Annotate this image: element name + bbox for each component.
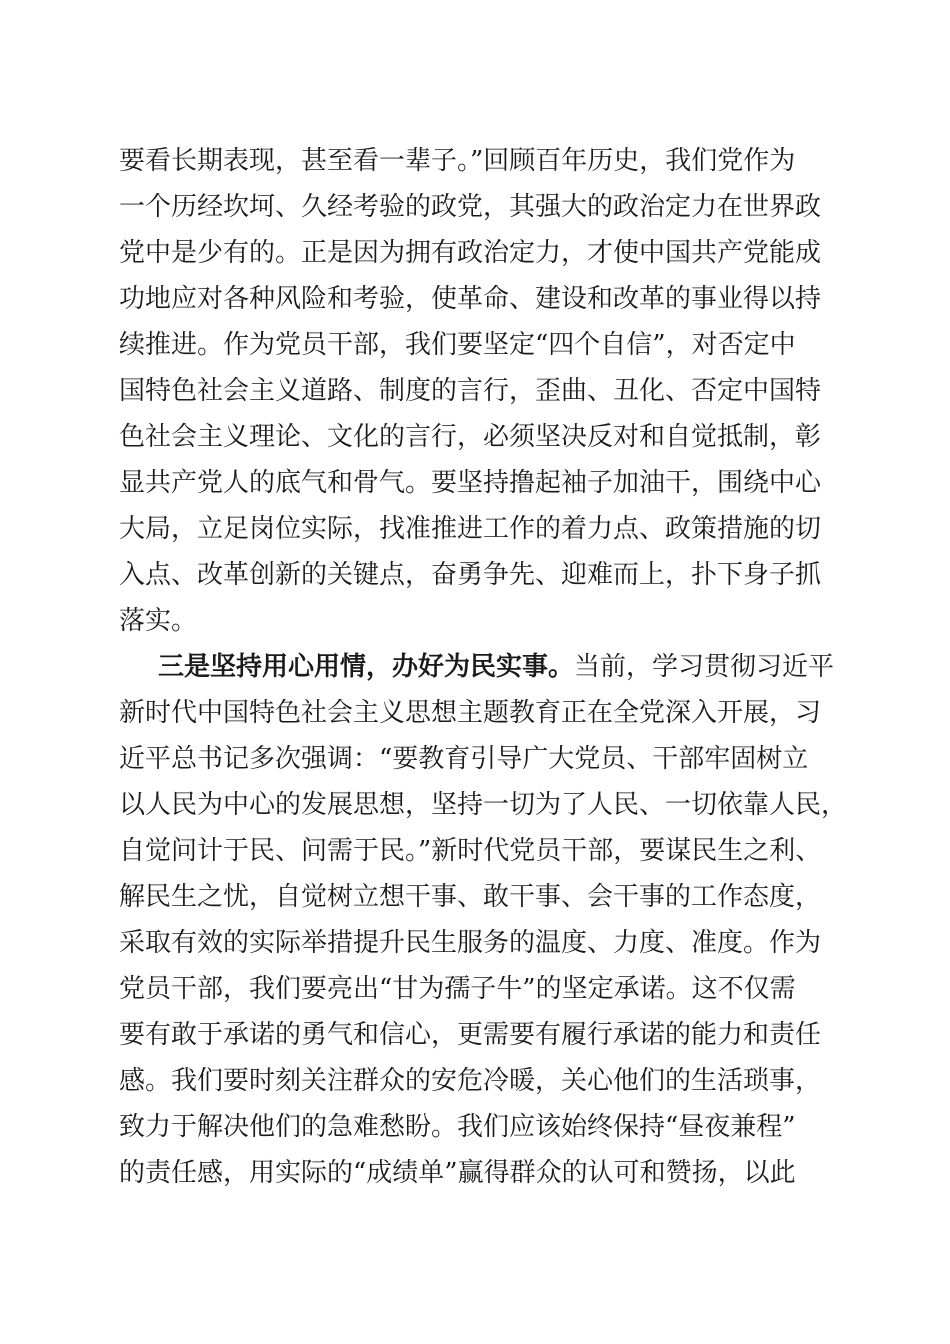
text-line: 一个历经坎坷、久经考验的政党，其强大的政治定力在世界政 — [119, 192, 822, 222]
text-line: 的责任感，用实际的“成绩单”赢得群众的认可和赞扬，以此 — [119, 1158, 796, 1188]
paragraph-2-lead-text: 当前，学习贯彻习近平 — [574, 652, 835, 682]
text-line: 要有敢于承诺的勇气和信心，更需要有履行承诺的能力和责任 — [119, 1020, 822, 1050]
text-line: 入点、改革创新的关键点，奋勇争先、迎难而上，扑下身子抓 — [119, 560, 822, 590]
body-text — [119, 138, 848, 1196]
paragraph-2-first-line — [119, 644, 839, 690]
text-line: 大局，立足岗位实际，找准推进工作的着力点、政策措施的切 — [119, 514, 822, 544]
text-line: 落实。 — [119, 606, 198, 636]
text-line: 采取有效的实际举措提升民生服务的温度、力度、准度。作为 — [119, 928, 822, 958]
text-line: 解民生之忧，自觉树立想干事、敢干事、会干事的工作态度， — [119, 882, 822, 912]
text-line: 色社会主义理论、文化的言行，必须坚决反对和自觉抵制，彰 — [119, 422, 822, 452]
text-line: 致力于解决他们的急难愁盼。我们应该始终保持“昼夜兼程” — [119, 1112, 796, 1142]
text-line: 党员干部，我们要亮出“甘为孺子牛”的坚定承诺。这不仅需 — [119, 974, 796, 1004]
text-line: 党中是少有的。正是因为拥有政治定力，才使中国共产党能成 — [119, 238, 822, 268]
text-line: 功地应对各种风险和考验，使革命、建设和改革的事业得以持 — [119, 284, 822, 314]
text-line: 以人民为中心的发展思想，坚持一切为了人民、一切依靠人民， — [119, 790, 848, 820]
text-line: 感。我们要时刻关注群众的安危冷暖，关心他们的生活琐事， — [119, 1066, 822, 1096]
text-line: 国特色社会主义道路、制度的言行，歪曲、丑化、否定中国特 — [119, 376, 822, 406]
paragraph-2 — [119, 644, 848, 1196]
paragraph-1 — [119, 138, 839, 644]
text-line: 要看长期表现，甚至看一辈子。”回顾百年历史，我们党作为 — [119, 146, 796, 176]
text-line: 自觉问计于民、问需于民。”新时代党员干部，要谋民生之利、 — [119, 836, 822, 866]
paragraph-heading: 三是坚持用心用情，办好为民实事。 — [158, 652, 575, 682]
text-line: 显共产党人的底气和骨气。要坚持撸起袖子加油干，围绕中心 — [119, 468, 822, 498]
text-line: 近平总书记多次强调：“要教育引导广大党员、干部牢固树立 — [119, 744, 809, 774]
text-line: 续推进。作为党员干部，我们要坚定“四个自信”，对否定中 — [119, 330, 796, 360]
text-line: 新时代中国特色社会主义思想主题教育正在全党深入开展，习 — [119, 698, 822, 728]
